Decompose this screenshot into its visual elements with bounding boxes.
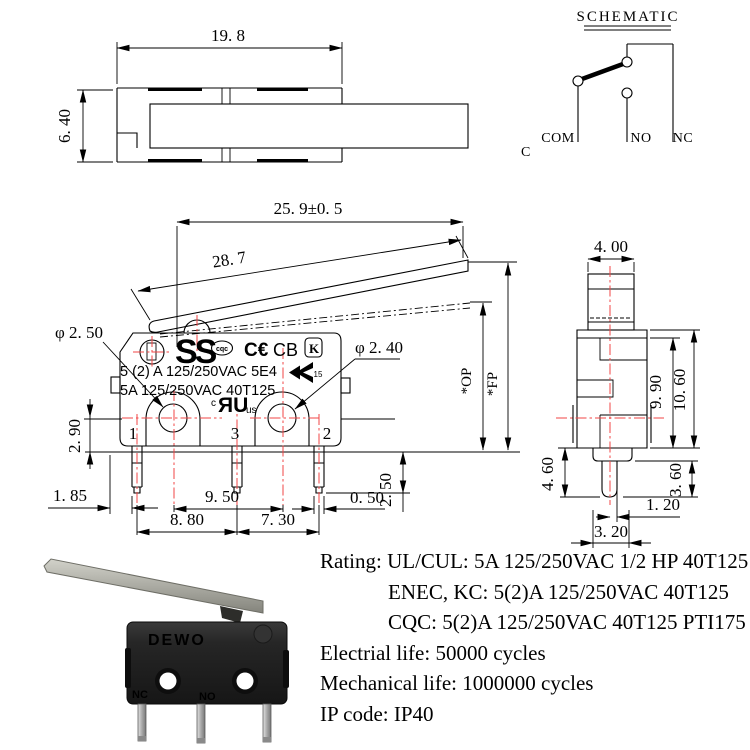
fp-label: *FP [485,371,501,397]
lever-dim-extensions [131,236,468,320]
terminal-hole-callout: φ 2. 40 [355,338,404,357]
photo-pin-3 [263,704,271,742]
ce-mark: C€ [244,340,269,361]
left-latch-tab [111,377,120,393]
spec-mechanical-life: Mechanical life: 1000000 cycles [320,671,594,695]
photo-brand-emboss: DEWO [148,632,206,649]
contact-com-node [573,76,583,86]
notch [117,133,137,148]
schematic-title: SCHEMATIC [576,9,680,25]
dim-width-label: 19. 8 [211,26,245,45]
side-view [538,237,700,548]
kc-mark-letter: K [309,341,320,356]
photo-left-clip [125,648,131,688]
spec-rating-enec: ENEC, KC: 5(2)A 125/250VAC 40T125 [388,580,729,604]
side-body-outline [577,330,647,448]
dim-290-label: 2. 90 [65,419,84,453]
dim-height-label: 6. 40 [55,109,74,143]
top-dim-extensions [177,226,463,347]
right-hole-boss [255,392,309,446]
body-outline [117,88,342,162]
photo-pin-1 [138,704,146,741]
spec-rating-cqc: CQC: 5(2)A 125/250VAC 40T125 PTI175 [388,610,746,634]
com-label: COM [541,131,575,146]
title-underline [584,26,671,30]
dim-185-label: 1. 85 [53,486,87,505]
dim-400-extensions [588,262,634,272]
terminal-number-3: 3 [230,424,240,443]
lever-outline [150,104,468,148]
dim-lever-label: 28. 7 [210,247,248,272]
nc-label: NC [672,131,694,146]
spec-ip-code: IP code: IP40 [320,702,434,726]
dim-460-label: 4. 60 [538,457,557,491]
cb-mark: CB [273,340,299,360]
photo-pin-2 [197,704,205,743]
mount-hole-callout: φ 2. 50 [55,323,104,342]
split-lines [222,88,230,162]
arrow-cert-mark [289,362,323,383]
terminal-number-1: 1 [128,424,138,443]
dim-1060-label: 10. 60 [670,368,689,412]
dim-320-label: 3. 20 [594,522,628,541]
ul-monogram: ЯU [218,394,249,417]
rating-marking-2: 5A 125/250VAC 40T125 [120,383,276,399]
dim-990-label: 9. 90 [646,375,665,409]
photo-pin-2-tip [197,738,205,743]
op-fp-reference-ticks [468,262,517,302]
photo-nc-emboss: NC [132,689,148,701]
photo-left-hole [160,673,177,690]
spec-rating-ul: Rating: UL/CUL: 5A 125/250VAC 1/2 HP 40T125 [320,549,749,573]
switch-blade [582,64,623,79]
contact-no-node [622,88,632,98]
rating-marking-1: 5 (2) A 125/250VAC 5E4 [120,364,277,380]
terminal-hole-leader [295,359,355,409]
arrow-mark-number: 15 [313,370,323,379]
photo-right-clip [283,650,289,688]
photo-right-hole [237,673,254,690]
terminal-number-2: 2 [322,424,332,443]
schematic-diagram [521,9,693,160]
dim-250-label: 2. 50 [376,473,395,507]
spec-electrical-life: Electrial life: 50000 cycles [320,641,546,665]
side-body-details [577,338,647,448]
dim-line-lever [138,240,461,291]
terminal-pins [132,446,324,493]
top-profile-view [55,26,468,162]
cqc-logo-text: cqc [215,346,229,353]
dim-185-extensions [110,455,132,514]
right-latch-tab [341,378,350,393]
arrow-mark-inner [289,366,300,380]
side-latch-tabs [573,405,651,443]
op-label: *OP [459,367,475,395]
dim-730-label: 7. 30 [261,510,295,529]
left-hole-boss [146,392,200,446]
dim-120-label: 1. 20 [646,495,680,514]
product-photo [44,559,289,743]
dim-free-position-label: 25. 9±0. 5 [273,199,343,218]
photo-pins [138,704,271,743]
contact-nc-node [622,57,632,67]
ul-us: us [246,405,257,416]
dim-400-label: 4. 00 [594,237,628,256]
photo-no-emboss: NO [199,691,216,703]
corner-label: C [521,145,531,160]
photo-corner-boss [254,625,272,643]
dim-950-label: 9. 50 [205,487,239,506]
contact-marks [148,90,308,161]
dim-050-label: 0. 50 [350,488,384,507]
ul-c: c [211,398,216,409]
no-label: NO [630,131,652,146]
circuit-wires [578,44,673,142]
main-front-view [48,199,520,535]
photo-lever [44,559,263,613]
dim-360-label: 3. 60 [666,463,685,497]
brand-marking: SS [175,333,215,371]
dim-880-label: 8. 80 [170,510,204,529]
pin-flange [593,448,632,461]
photo-pin-1-tip [138,736,146,741]
lever-released-position [160,303,470,337]
photo-pin-3-tip [263,737,271,742]
